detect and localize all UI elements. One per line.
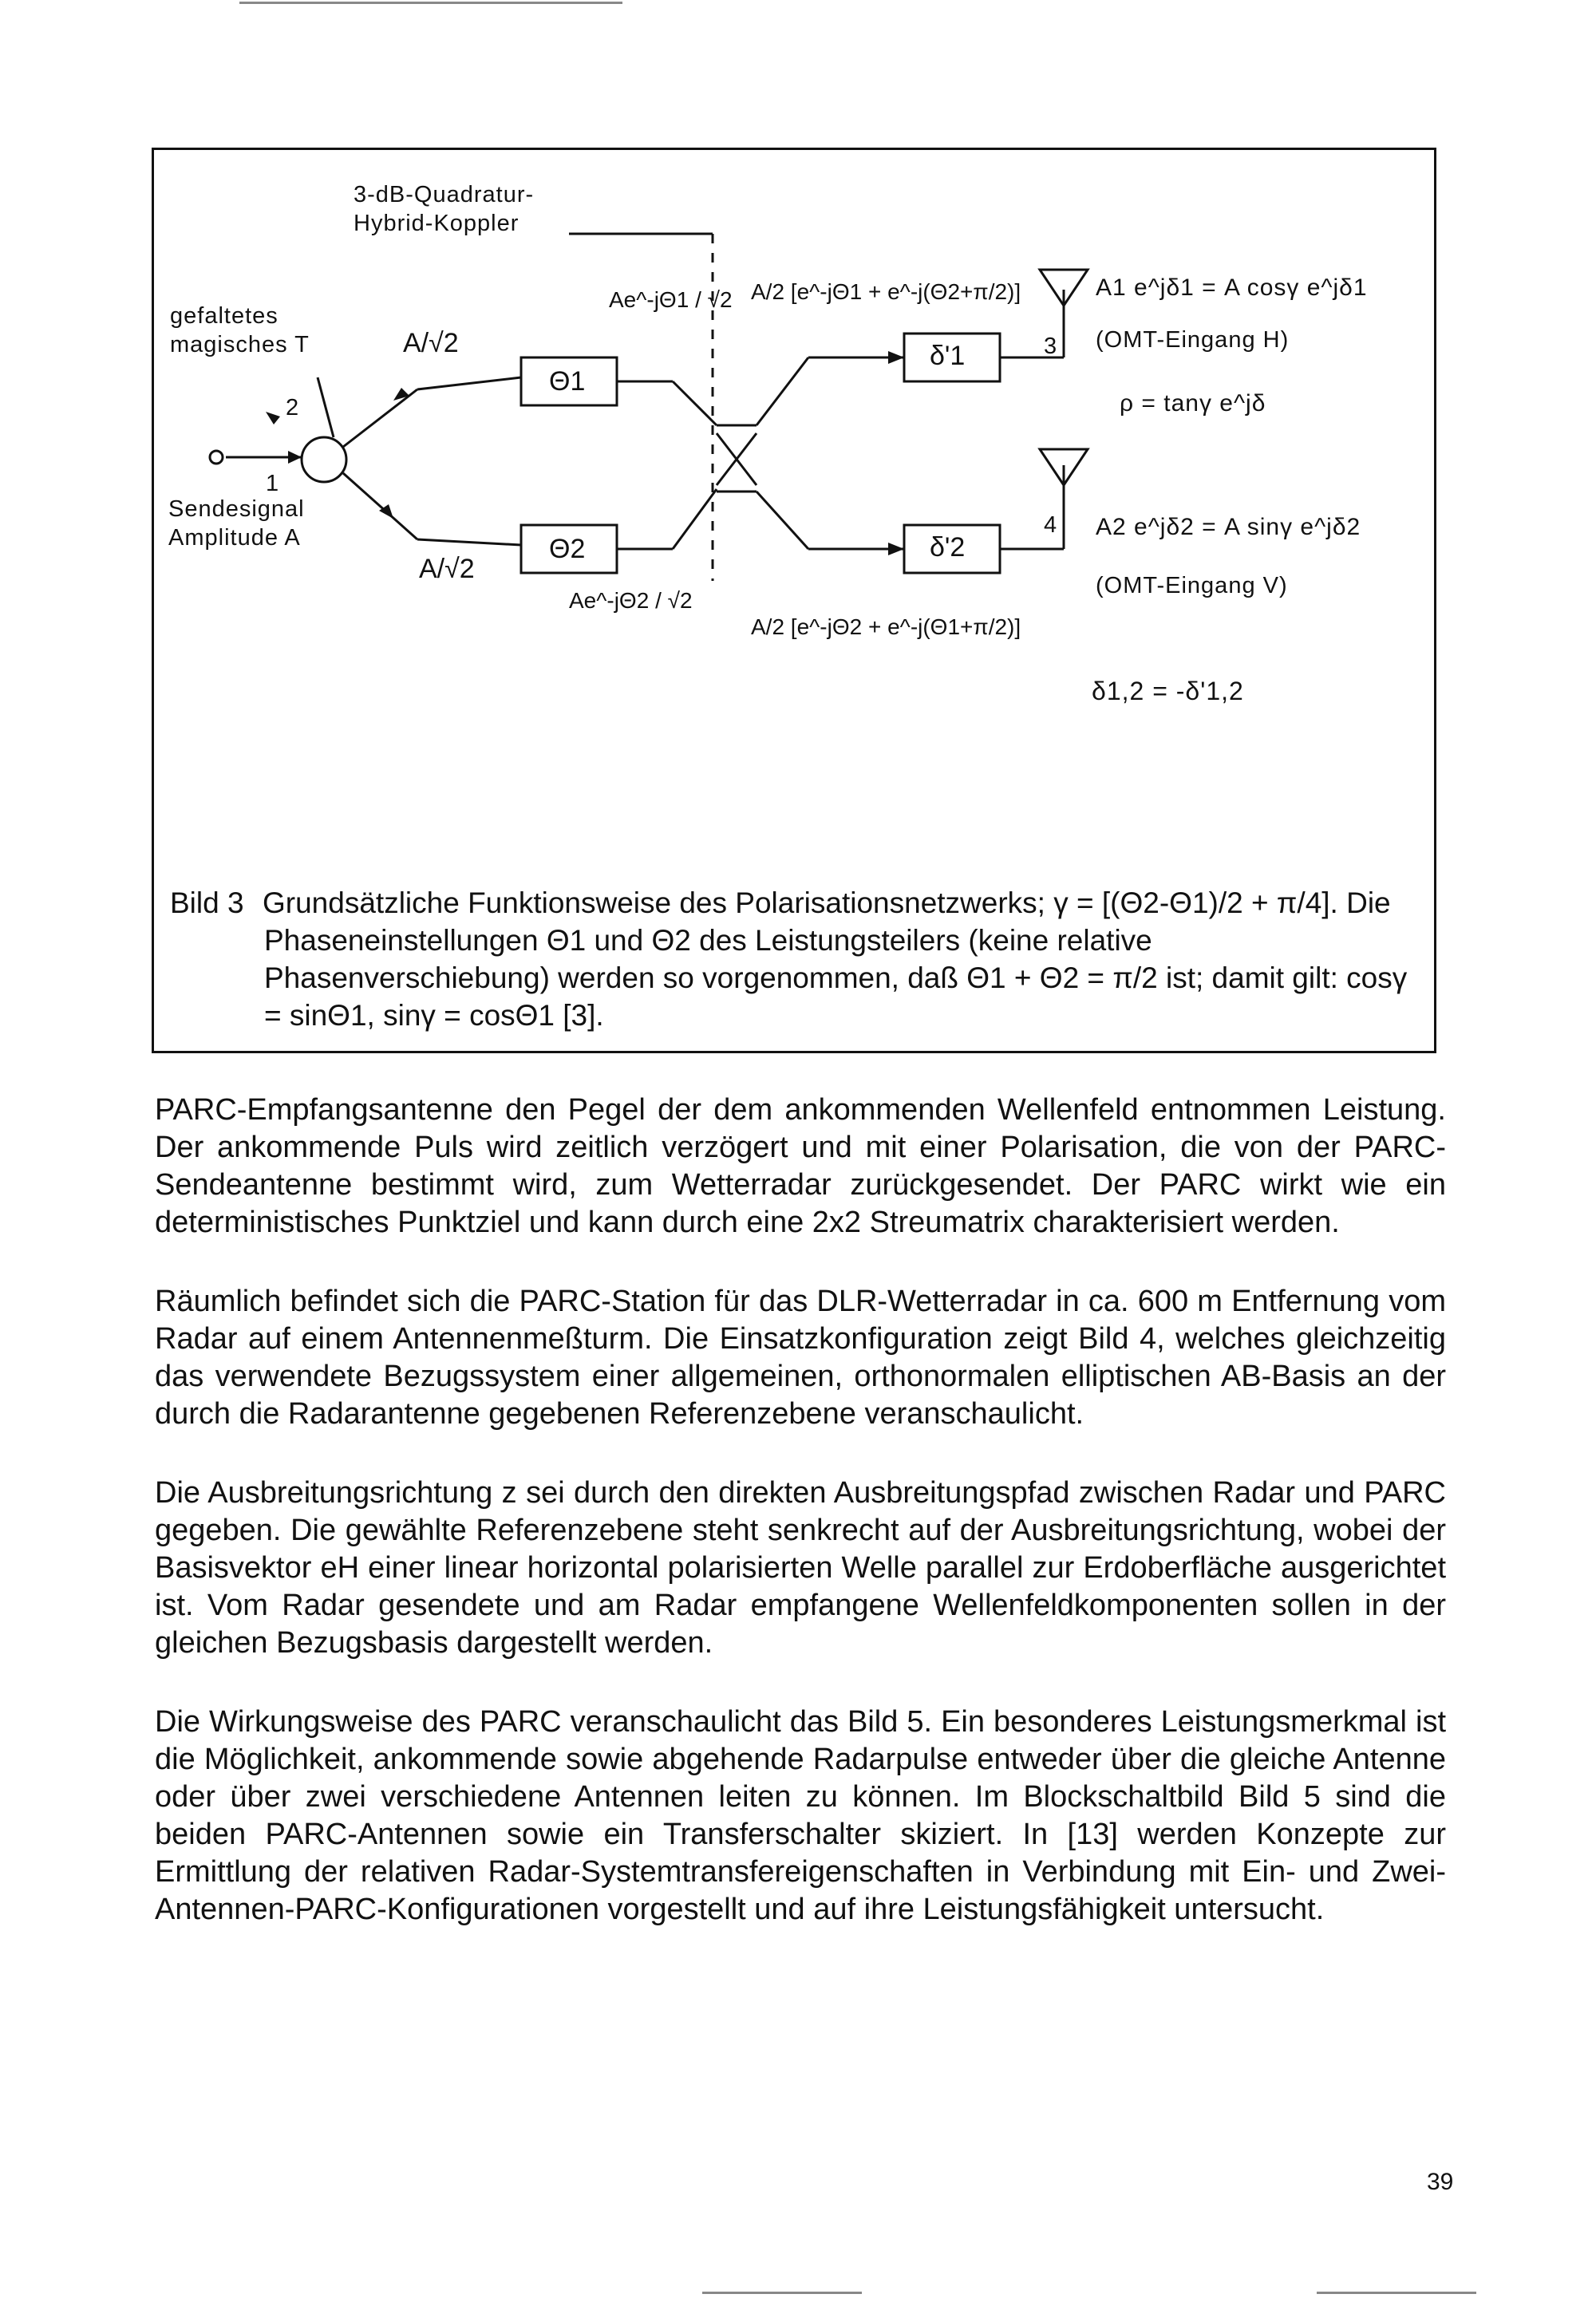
rho-label: ρ = tanγ e^jδ (1120, 390, 1266, 417)
delta1-label: δ'1 (930, 341, 966, 371)
paragraph-4: Die Wirkungsweise des PARC veranschaulicht das Bild 5. Ein besonderes Leistungsmerkmal ist die Möglichkeit, ankommende sowie abgehende Radarpulse entweder über die gleiche Antenne oder über zwei verschiedene Antennen leiten zu können. Im Blockschaltbild Bild 5 sind die beiden PARC-Antennen sowie ein Transferschalter skiziert. In [13] werden Konzepte zur Ermittlung der relativen Radar-Systemtransfereigenschaften in Verbindung mit Ein- und Zwei-Antennen-PARC-Konfigurationen vorgestellt und auf ihre Leistungsfähigkeit untersucht. (155, 1705, 1446, 1926)
port-3-label: 3 (1044, 334, 1058, 359)
a-root2-top-label: A/√2 (403, 328, 459, 358)
port-4-label: 4 (1044, 512, 1058, 538)
omt-v-label: (OMT-Eingang V) (1096, 573, 1288, 598)
sum-bottom-label: A/2 [e^-jΘ2 + e^-j(Θ1+π/2)] (751, 614, 1021, 639)
paragraph-3: Die Ausbreitungsrichtung z sei durch den direkten Ausbreitungspfad zwischen Radar und PARC gegeben. Die gewählte Referenzebene steht senkrecht auf der Ausbreitungsrichtung, wobei der Basisvektor eH einer linear horizontal polarisierten Welle parallel zur Erdoberfläche ausgerichtet ist. Vom Radar gesendete und am Radar empfangene Wellenfeldkomponenten sollen in der gleichen Bezugsbasis dargestellt werden. (155, 1476, 1446, 1660)
arrow-delta1-in (888, 351, 904, 364)
body-text (155, 1092, 1446, 1970)
theta2-label: Θ2 (549, 534, 586, 564)
delta-relation-label: δ1,2 = -δ'1,2 (1092, 677, 1244, 705)
magic-t-label: gefaltetes magisches T (170, 303, 310, 357)
input-port (210, 451, 223, 464)
upper-branch (343, 389, 417, 447)
scan-line-top (239, 2, 622, 4)
lower-feed (417, 539, 521, 545)
lower-branch (343, 473, 417, 539)
arrow-input (288, 451, 302, 464)
magic-t-junction (302, 437, 346, 482)
port-1-label: 1 (266, 471, 280, 496)
delta2-label: δ'2 (930, 532, 966, 563)
eq-a1-label: A1 e^jδ1 = A cosγ e^jδ1 (1096, 274, 1368, 301)
coupler-label: 3-dB-Quadratur- Hybrid-Koppler (354, 182, 535, 236)
arrow-delta2-in (888, 543, 904, 555)
magic-t-pointer (318, 377, 334, 437)
sum-top-label: A/2 [e^-jΘ1 + e^-j(Θ2+π/2)] (751, 279, 1021, 304)
out-upper (757, 357, 808, 425)
ae-theta2-label: Ae^-jΘ2 / √2 (569, 588, 693, 613)
caption-text: Grundsätzliche Funktionsweise des Polarisationsnetzwerks; γ = [(Θ2-Θ1)/2 + π/4]. Die Phaseneinstellungen Θ1 und Θ2 des Leistungsteilers (keine relative Phasenverschiebung) werden so vorgenommen, daß Θ1 + Θ2 = π/2 ist; damit gilt: cosγ = sinΘ1, sinγ = cosΘ1 [3]. (263, 886, 1408, 1032)
eq-a2-label: A2 e^jδ2 = A sinγ e^jδ2 (1096, 514, 1361, 540)
paragraph-1: PARC-Empfangsantenne den Pegel der dem ankommenden Wellenfeld entnommen Leistung. Der ankommende Puls wird zeitlich verzögert und mit einer Polarisation, die von der PARC-Sendeantenne bestimmt wird, zum Wetterradar zurückgesendet. Der PARC wirkt wie ein deterministisches Punktziel und kann durch eine 2x2 Streumatrix charakterisiert werden. (155, 1093, 1446, 1239)
arrow-magic-t (266, 412, 280, 424)
polarization-network-diagram (154, 150, 1434, 852)
send-signal-label: Sendesignal Amplitude A (168, 496, 305, 551)
omt-h-label: (OMT-Eingang H) (1096, 327, 1290, 353)
port-2-label: 2 (286, 395, 300, 421)
theta1-down (673, 381, 717, 425)
upper-feed (417, 377, 521, 389)
theta1-label: Θ1 (549, 366, 586, 397)
a-root2-bottom-label: A/√2 (419, 554, 475, 584)
paragraph-2: Räumlich befindet sich die PARC-Station für das DLR-Wetterradar in ca. 600 m Entfernung vom Radar auf einem Antennenmeßturm. Die Einsatzkonfiguration zeigt Bild 4, welches gleichzeitig das verwendete Bezugssystem einer allgemeinen, orthonormalen elliptischen AB-Basis an der durch die Radarantenne gegebenen Referenzebene veranschaulicht. (155, 1285, 1446, 1431)
scan-line-bottom-left (702, 2292, 862, 2294)
page-number: 39 (1427, 2169, 1454, 2195)
theta2-up (673, 489, 717, 549)
caption-label: Bild 3 (170, 886, 244, 919)
out-lower (757, 492, 808, 549)
scan-line-bottom-right (1317, 2292, 1476, 2294)
figure-3 (152, 148, 1436, 1053)
ae-theta1-label: Ae^-jΘ1 / √2 (609, 287, 733, 312)
